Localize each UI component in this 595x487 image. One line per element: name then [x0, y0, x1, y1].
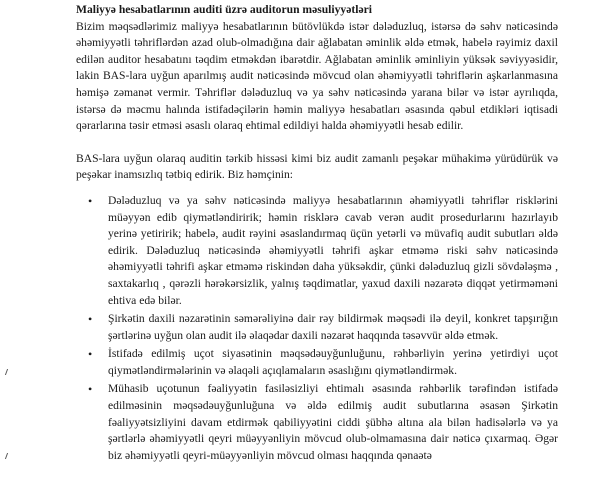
list-item-text: Dələduzluq və ya səhv nəticəsində maliyyə hesabatlarının əhəmiyyətli təhriflər risklərini müəyyən edib qiymətləndiririk; həmin risklərə cavab verən audit prosedurlarını hazırlayıb yerinə yetiririk; habelə, audit rəyini əsaslandırmaq üçün yetərli və müvafiq audit subutları əldə edirik. Dələduzluq nəticəsində əhəmiyyətli təhrifi aşkar etməmə riski səhv nəticəsində əhəmiyyətli təhrifi aşkar etməmə riskindən daha yüksəkdir, çünki dələduzluq gizli sövdələşmə , saxtakarlıq , qərəzli hərəkərsizlik, yalnış təqdimatlar, yaxud daxili nəzarətə diqqət yetirməməni ehtiva edə bilər. — [108, 193, 558, 307]
list-item — [76, 381, 558, 464]
paragraph-gap — [76, 135, 558, 151]
section-title: Maliyyə hesabatlarının auditi üzrə auditorun məsuliyyətləri — [76, 3, 372, 16]
list-item-text: Şirkətin daxili nəzarətinin səmərəliyinə dair rəy bildirmək məqsədi ilə deyil, konkret tapşırığın şərtlərinə uyğun olan audit ilə əlaqədar daxili nəzarət haqqında təsəvvür əldə etmək. — [108, 312, 558, 342]
list-item-text: Mühasib uçotunun fəaliyyətin fasiləsizliyi ehtimalı əsasında rəhbərlik tərəfindən istifadə edilməsinin məqsədəuyğunluğuna və əldə edilmiş audit subutlarına əsasən Şirkətin fəaliyyətsizliyini davam etdirmək qabiliyyətini ciddi şübhə altına ala bilən hadisələrlə və ya şərtlərlə əhəmiyyətli qeyri müəyyənliyin mövcud olub-olmamasına dair nəticə çıxarmaq. Əgər biz əhəmiyyətli qeyri-müəyyənliyin mövcud olması haqqında qənaətə — [108, 382, 558, 462]
list-item — [76, 346, 558, 379]
margin-mark — [5, 369, 10, 375]
responsibility-list — [76, 193, 558, 465]
bullet-icon: • — [88, 382, 93, 397]
list-item — [76, 193, 558, 309]
document-body — [76, 2, 558, 466]
bullet-icon: • — [88, 193, 93, 208]
paragraph-audit-objectives: Bizim məqsədlərimiz maliyyə hesabatlarının bütövlükdə istər dələduzluq, istərsə də səhv nəticəsində əhəmiyyətli təhriflərdən azad olub-olmadığına dair ağlabatan əminlik əldə etmək, habelə rəyimiz daxil edilən auditor hesabatını təqdim etməkdən ibarətdir. Ağlabatan əminlik əminliyin yüksək səviyyəsidir, lakin BAS-lara uyğun aparılmış audit nəticəsində mövcud olan əhəmiyyətli təhriflərin aşkarlanmasına həmişə zəmanət vermir. Təhriflər dələduzluq və ya səhv nəticəsində yarana bilər və istər ayrılıqda, istərsə də məcmu halında istifadəçilərin həmin maliyyə hesabatları əsasında qəbul etdikləri iqtisadi qərarlarına təsir etməsi əsaslı olaraq ehtimal edildiyi halda əhəmiyyətli hesab edilir. — [76, 19, 558, 133]
list-item — [76, 311, 558, 344]
margin-mark — [5, 453, 10, 459]
bullet-icon: • — [88, 312, 93, 327]
paragraph-professional-judgement: BAS-lara uyğun olaraq auditin tərkib hissəsi kimi biz audit zamanlı peşəkar mühakimə yürüdürük və peşəkar inamsızlıq tətbiq edirik. Biz həmçinin: — [76, 151, 558, 182]
bullet-icon: • — [88, 347, 93, 362]
list-item-text: İstifadə edilmiş uçot siyasətinin məqsədəuyğunluğunu, rəhbərliyin yerinə yetirdiyi uçot qiymətləndirmələrinin və əlaqəli açıqlamaların əsaslığını qiymətləndirmək. — [108, 347, 558, 377]
